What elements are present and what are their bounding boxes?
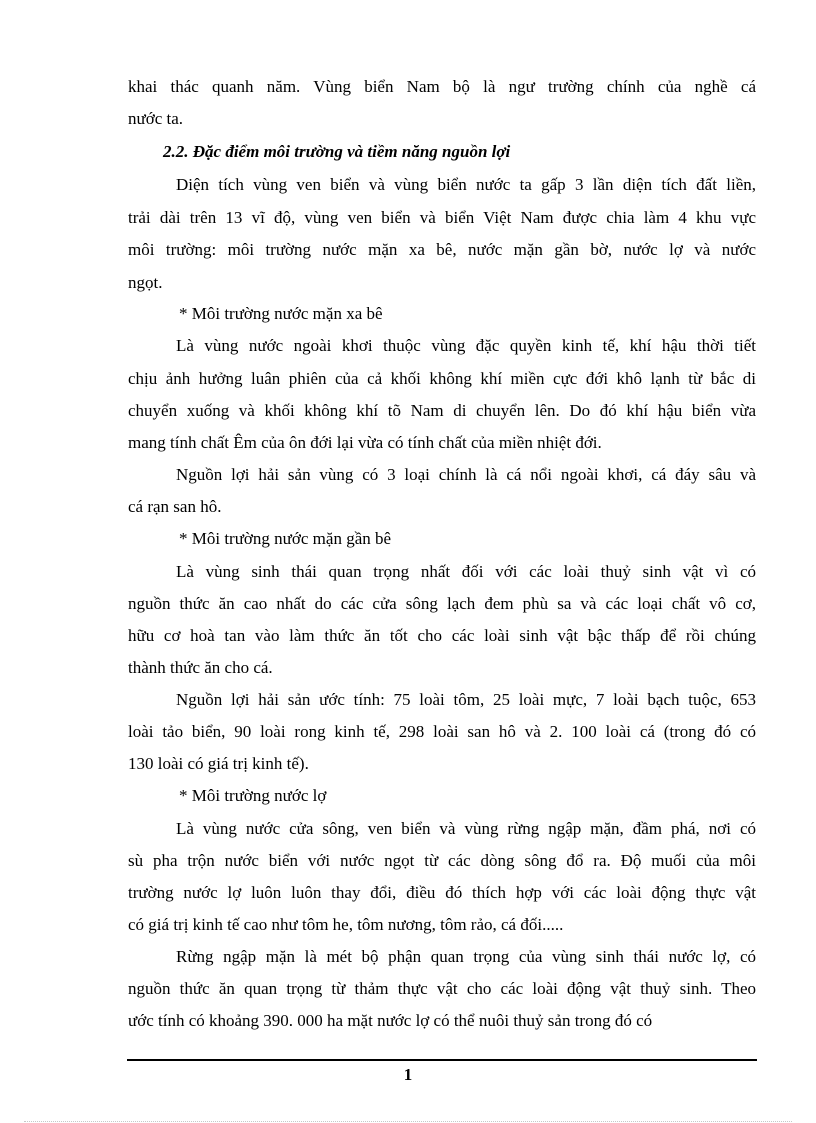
bullet-heading: * Môi trường nước lợ [179,786,327,805]
text-line: Nguồn lợi hải sản ước tính: 75 loài tôm, 25 loài mực, 7 loài bạch tuộc, 653 [176,690,756,709]
text-line: Là vùng nước ngoài khơi thuộc vùng đặc quyền kinh tế, khí hậu thời tiết [176,336,756,355]
text-line: hữu cơ hoà tan vào làm thức ăn tốt cho các loài sinh vật bậc thấp để rồi chúng [128,626,756,645]
text-line: Nguồn lợi hải sản vùng có 3 loại chính là cá nổi ngoài khơi, cá đáy sâu và [176,465,756,484]
text-line: cá rạn san hô. [128,497,222,516]
text-line: mang tính chất Êm của ôn đới lại vừa có tính chất của miền nhiệt đới. [128,433,602,452]
text-line: Là vùng sinh thái quan trọng nhất đối với các loài thuỷ sinh vật vì có [176,562,756,581]
text-line: Diện tích vùng ven biển và vùng biển nước ta gấp 3 lần diện tích đất liền, [176,175,756,194]
text-line: sù pha trộn nước biển với nước ngọt từ các dòng sông đổ ra. Độ muối của môi [128,851,756,870]
text-line: Rừng ngập mặn là mét bộ phận quan trọng của vùng sinh thái nước lợ, có [176,947,756,966]
text-line: trường nước lợ luôn luôn thay đổi, điều đó thích hợp với các loài động thực vật [128,883,756,902]
text-line: 130 loài có giá trị kinh tế). [128,754,309,773]
section-heading: 2.2. Đặc điểm môi trường và tiềm năng nguồn lợi [163,142,511,161]
text-line: ước tính có khoảng 390. 000 ha mặt nước lợ có thể nuôi thuỷ sản trong đó có [128,1011,653,1030]
text-line: Là vùng nước cửa sông, ven biển và vùng rừng ngập mặn, đầm phá, nơi có [176,819,756,838]
text-line: nguồn thức ăn cao nhất do các cửa sông lạch đem phù sa và các loại chất vô cơ, [128,594,756,613]
text-line: khai thác quanh năm. Vùng biển Nam bộ là ngư trường chính của nghề cá [128,77,756,96]
text-line: loài tảo biển, 90 loài rong kinh tế, 298 loài san hô và 2. 100 loài cá (trong đó có [128,722,756,741]
text-line: chịu ảnh hưởng luân phiên của cả khối không khí miền cực đới khô lạnh từ bắc di [128,369,756,388]
text-line: nguồn thức ăn quan trọng từ thảm thực vật cho các loài động vật thuỷ sinh. Theo [128,979,756,998]
text-line: ngọt. [128,273,163,292]
text-line: chuyển xuống và khối không khí tõ Nam di chuyển lên. Do đó khí hậu biển vừa [128,401,756,420]
page-number: 1 [403,1065,413,1084]
bullet-heading: * Môi trường nước mặn gần bê [179,529,392,548]
text-line: môi trường: môi trường nước mặn xa bê, nước mặn gần bờ, nước lợ và nước [128,240,756,259]
text-line: thành thức ăn cho cá. [128,658,273,677]
text-line: có giá trị kinh tế cao như tôm he, tôm nương, tôm rảo, cá đối..... [128,915,564,934]
page-edge-dotted-line [24,1121,792,1122]
text-line: trải dài trên 13 vĩ độ, vùng ven biển và biển Việt Nam được chia làm 4 khu vực [128,208,756,227]
bullet-heading: * Môi trường nước mặn xa bê [179,304,383,323]
text-line: nước ta. [128,109,184,128]
footer-rule [127,1059,757,1061]
